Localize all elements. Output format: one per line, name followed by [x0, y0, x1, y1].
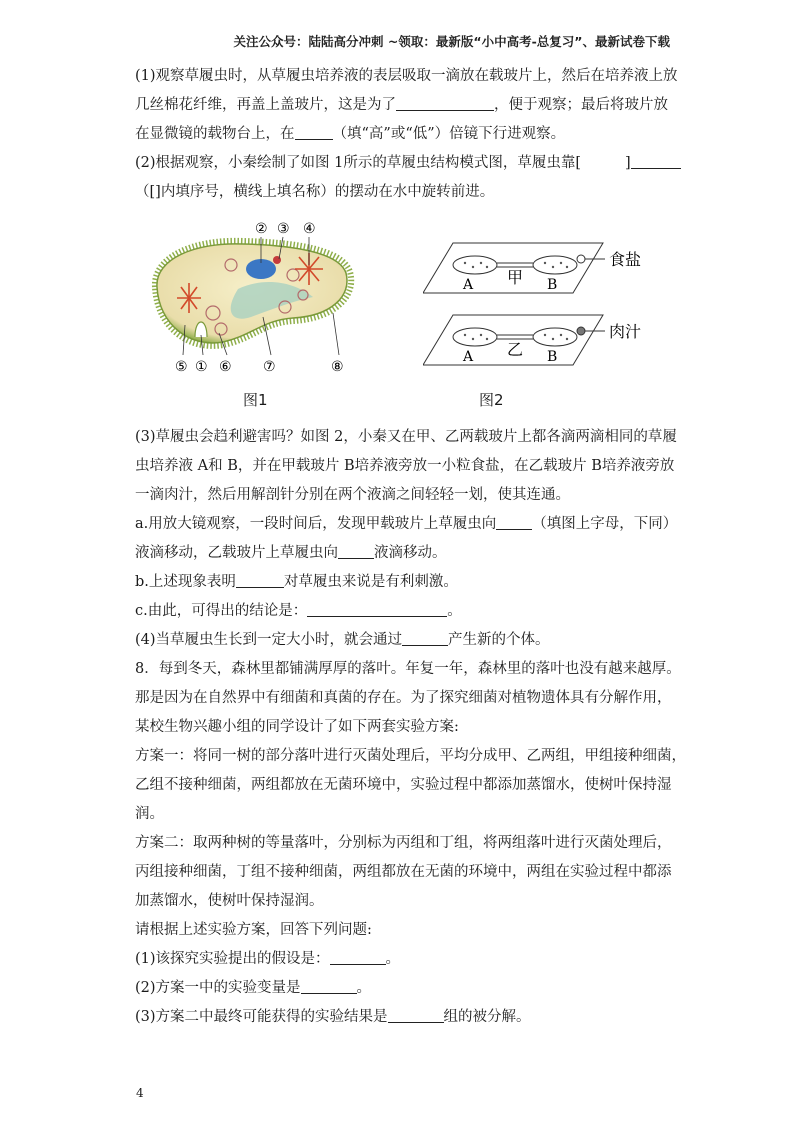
q8-sub2	[135, 974, 665, 1003]
label-salt: 食盐	[609, 250, 642, 269]
page-header: 关注公众号：陆陆高分冲刺 ~领取：最新版“小中高考-总复习”、最新试卷下载	[233, 34, 670, 49]
q3-a-text-b: （填图上字母，下同）	[532, 516, 678, 532]
answer-blank[interactable]	[396, 94, 494, 111]
q8-sub1	[135, 945, 665, 974]
q3-line1: (3)草履虫会趋利避害吗？如图 2，小秦又在甲、乙两载玻片上都各滴两滴相同的草履	[135, 429, 677, 445]
figure1-caption: 图1	[243, 391, 268, 409]
q3-c-text-b: 。	[447, 603, 462, 619]
slides-diagram	[423, 237, 663, 377]
page-number: 4	[136, 1086, 144, 1100]
plan2-line1: 方案二：取两种树的等量落叶，分别标为丙组和丁组，将两组落叶进行灭菌处理后，	[135, 835, 672, 851]
q8-sub3-text-a: (3)方案二中最终可能获得的实验结果是	[135, 1009, 388, 1025]
answer-blank[interactable]	[307, 600, 447, 617]
q1-line3-text-a: 在显微镜的载物台上，在	[135, 126, 295, 142]
q8-line3: 某校生物兴趣小组的同学设计了如下两套实验方案:	[135, 719, 459, 735]
answer-blank[interactable]	[631, 152, 681, 169]
plan2-line2: 丙组接种细菌，丁组不接种细菌，两组都放在无菌的环境中，两组在实验过程中都添	[135, 864, 672, 880]
answer-blank[interactable]	[402, 629, 448, 646]
q8-sub3-text-b: 组的被分解。	[443, 1009, 531, 1025]
figure2-caption: 图2	[479, 391, 504, 409]
label-b-bottom: B	[547, 349, 558, 365]
q1-line2	[135, 91, 668, 120]
q8-sub2-text-b: 。	[356, 980, 372, 996]
q8-sub1-text-b: 。	[385, 951, 401, 967]
q2-line1-text-b: ]	[625, 155, 631, 171]
meat-juice-drop	[577, 327, 585, 335]
q1-line2-text-a: 几丝棉花纤维，再盖上盖玻片，这是为了	[135, 97, 396, 113]
salt-grain	[577, 255, 585, 263]
plan2-line3: 加蒸馏水，使树叶保持湿润。	[135, 893, 324, 909]
drop-a-top	[453, 256, 497, 274]
answer-blank[interactable]	[236, 571, 284, 588]
q3-a2-text-a: 液滴移动，乙载玻片上草履虫向	[135, 545, 338, 561]
answer-blank[interactable]	[388, 1006, 444, 1023]
q8-line2: 那是因为在自然界中有细菌和真菌的存在。为了探究细菌对植物遗体具有分解作用，	[135, 690, 672, 706]
label-yi: 乙	[507, 340, 524, 359]
question-content	[135, 62, 686, 1032]
q3-b-line	[135, 568, 665, 597]
q3-line3: 一滴肉汁，然后用解剖针分别在两个液滴之间轻轻一划，使其连通。	[135, 487, 570, 503]
q3-b-text-a: b.上述现象表明	[135, 574, 236, 590]
q3-line2: 虫培养液 A和 B，并在甲载玻片 B培养液旁放一小粒食盐，在乙载玻片 B培养液旁放	[135, 458, 675, 474]
label-jia: 甲	[507, 268, 524, 287]
label-1: ①	[195, 359, 208, 375]
answer-blank[interactable]	[295, 123, 333, 140]
q1-line2-text-b: ，便于观察；最后将玻片放	[494, 97, 668, 113]
q8-sub3	[135, 1003, 665, 1032]
plan1-line2: 乙组不接种细菌，两组都放在无菌环境中，实验过程中都添加蒸馏水，使树叶保持湿	[135, 777, 672, 793]
q3-a-text-a: a.用放大镜观察，一段时间后，发现甲载玻片上草履虫向	[135, 516, 497, 532]
answer-blank[interactable]	[330, 948, 386, 965]
micronucleus	[273, 256, 281, 264]
label-4: ④	[303, 221, 316, 237]
q3-a2-text-b: 液滴移动。	[374, 545, 447, 561]
answer-blank[interactable]	[496, 513, 532, 530]
label-2: ②	[255, 221, 268, 237]
figures-row	[135, 217, 665, 417]
drop-a-bottom	[453, 328, 497, 346]
label-b-top: B	[547, 277, 558, 293]
label-7: ⑦	[263, 359, 276, 375]
q1-line1: (1)观察草履虫时，从草履虫培养液的表层吸取一滴放在载玻片上，然后在培养液上放	[135, 68, 678, 84]
q3-c-line	[135, 597, 665, 626]
label-5: ⑤	[175, 359, 188, 375]
q8-sub1-text-a: (1)该探究实验提出的假设是：	[135, 951, 330, 967]
q4-text-a: (4)当草履虫生长到一定大小时，就会通过	[135, 632, 403, 648]
q2-line2: （[]内填序号，横线上填名称）的摆动在水中旋转前进。	[135, 184, 495, 200]
q4-line	[135, 626, 665, 655]
q8-sub2-text-a: (2)方案一中的实验变量是	[135, 980, 301, 996]
drop-b-top	[533, 256, 577, 274]
label-8: ⑧	[331, 359, 344, 375]
q4-text-b: 产生新的个体。	[448, 632, 550, 648]
q2-line1	[135, 149, 665, 178]
q3-b-text-b: 对草履虫来说是有利刺激。	[283, 574, 458, 590]
label-a-top: A	[463, 277, 474, 293]
q8-line1: 8．每到冬天，森林里都铺满厚厚的落叶。年复一年，森林里的落叶也没有越来越厚。	[135, 661, 681, 677]
paramecium-diagram	[143, 217, 363, 387]
q8-prompt: 请根据上述实验方案，回答下列问题:	[135, 922, 372, 938]
q1-line3	[135, 120, 665, 149]
q3-a-line2	[135, 539, 665, 568]
answer-blank[interactable]	[338, 542, 374, 559]
label-3: ③	[277, 221, 290, 237]
q3-c-text-a: c.由此，可得出的结论是：	[135, 603, 308, 619]
drop-b-bottom	[533, 328, 577, 346]
plan1-line3: 润。	[135, 806, 164, 822]
plan1-line1: 方案一：将同一树的部分落叶进行灭菌处理后，平均分成甲、乙两组，甲组接种细菌，	[135, 748, 686, 764]
label-a-bottom: A	[463, 349, 474, 365]
q1-line3-text-b: （填“高”或“低”）倍镜下行进观察。	[332, 126, 566, 142]
label-meat: 肉汁	[609, 322, 642, 341]
q2-line1-text-a: (2)根据观察，小秦绘制了如图 1所示的草履虫结构模式图，草履虫靠[	[135, 155, 582, 171]
q3-a-line1	[135, 510, 678, 539]
label-6: ⑥	[219, 359, 232, 375]
answer-blank[interactable]	[301, 977, 357, 994]
